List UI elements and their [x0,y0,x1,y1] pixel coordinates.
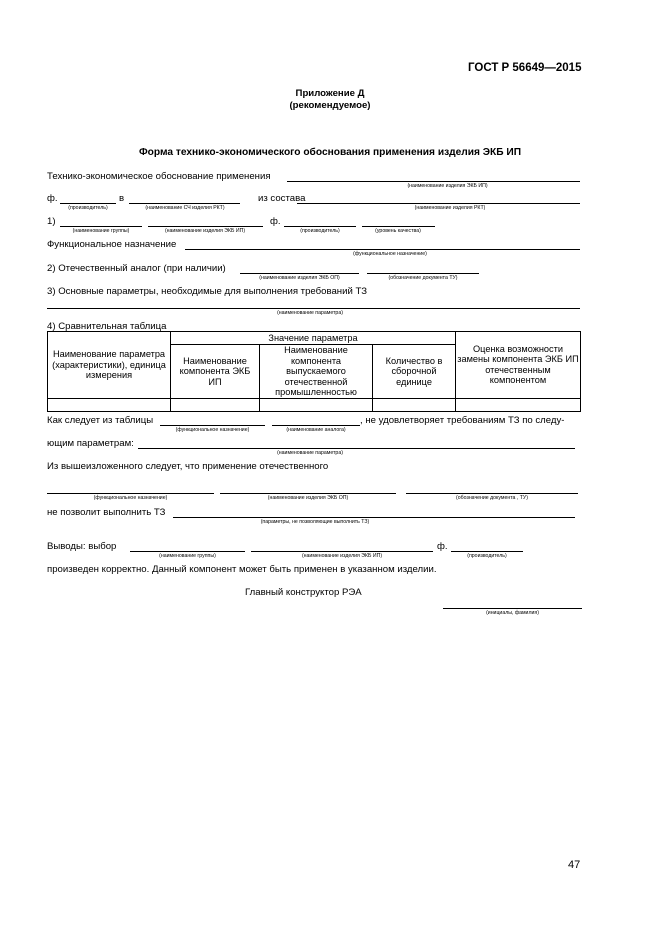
conclusion2-line1[interactable] [47,493,214,494]
row3-line4[interactable] [362,226,435,227]
outputs-line1[interactable] [130,551,245,552]
table-label: 4) Сравнительная таблица [47,321,167,332]
header-replacement-assessment: Оценка возможности замены компонента ЭКБ ИП отечественным компонентом [456,332,581,399]
signature-line[interactable] [443,608,582,609]
row5-label: 2) Отечественный аналог (при наличии) [47,263,226,274]
outputs-caption2: (наименование изделия ЭКБ ИП) [301,553,383,559]
conclusion2-tz-label: не позволит выполнить ТЗ [47,507,166,518]
form-title: Форма технико-экономического обоснования применения изделия ЭКБ ИП [138,147,522,158]
conclusion1-line2-label: ющим параметрам: [47,438,134,449]
row6-line[interactable] [47,308,580,309]
row3-line2[interactable] [148,226,263,227]
conclusion1-params-line[interactable] [138,448,575,449]
signature-role: Главный конструктор РЭА [245,587,362,598]
conclusion2-text: Из вышеизложенного следует, что применение отечественного [47,461,329,472]
conclusion1-start: Как следует из таблицы [47,415,154,426]
row3-caption4: (уровень качества) [375,228,421,234]
conclusion2-caption3: (обозначение документа , ТУ) [456,495,528,501]
row2-f-label: ф. [47,193,58,204]
row3-line1[interactable] [60,226,142,227]
header-domestic-name: Наименование компонента выпускаемого отечественной промышленностью [260,345,373,399]
appendix-subtitle: (рекомендуемое) [289,100,371,111]
row2-v-label: в [119,193,125,204]
conclusion2-caption2: (наименование изделия ЭКБ ОП) [267,495,349,501]
conclusion2-tz-line[interactable] [173,517,575,518]
row2-caption1: (производитель) [68,205,108,211]
outputs-final: произведен корректно. Данный компонент может быть применен в указанном изделии. [47,564,437,575]
row2-caption2: (наименование СЧ изделия РКТ) [145,205,225,211]
conclusion2-caption4: (параметры, не позволяющие выполнить ТЗ) [260,519,370,525]
signature-caption: (инициалы, фамилия) [486,610,539,616]
outputs-line2[interactable] [251,551,433,552]
header-assembly-quantity: Количество в сборочной единице [373,345,456,399]
row3-f-label: ф. [270,216,281,227]
page-number: 47 [568,859,581,871]
row1-label: Технико-экономическое обоснование применения [47,171,271,182]
row5-caption2: (обозначение документа ТУ) [388,275,458,281]
row4-caption: (функциональное назначение) [353,251,427,257]
row6-label: 3) Основные параметры, необходимые для выполнения требований ТЗ [47,286,368,297]
outputs-caption1: (наименование группы) [159,553,216,559]
row2-line3[interactable] [297,203,580,204]
row5-caption1: (наименование изделия ЭКБ ОП) [259,275,340,281]
table-cell[interactable] [456,398,581,411]
outputs-label: Выводы: выбор [47,541,117,552]
outputs-caption3: (производитель) [467,553,507,559]
conclusion2-line3[interactable] [406,493,578,494]
table-cell[interactable] [171,398,260,411]
conclusion1-caption1: (функциональное назначение) [175,427,250,433]
row3-line3[interactable] [284,226,356,227]
row4-line[interactable] [185,249,580,250]
row1-caption: (наименование изделия ЭКБ ИП) [407,183,488,189]
row2-iz-label: из состава [258,193,306,204]
conclusion1-caption3: (наименование параметра) [277,450,343,456]
row3-caption1: (наименование группы) [72,228,130,234]
header-parameter-value: Значение параметра [171,332,456,345]
row4-label: Функциональное назначение [47,239,177,250]
outputs-line3[interactable] [451,551,523,552]
conclusion1-end: , не удовлетворяет требованиям ТЗ по следу- [360,415,565,426]
row3-caption2: (наименование изделия ЭКБ ИП) [164,228,246,234]
conclusion1-line1[interactable] [160,425,265,426]
comparison-table [47,331,581,412]
conclusion2-line2[interactable] [220,493,396,494]
table-cell[interactable] [260,398,373,411]
row3-caption3: (производитель) [300,228,340,234]
row6-caption: (наименование параметра) [277,310,343,316]
row5-line2[interactable] [367,273,479,274]
row2-line2[interactable] [129,203,240,204]
row1-line[interactable] [287,181,580,182]
row3-number: 1) [47,216,56,227]
header-parameter-name: Наименование параметра (характеристики), единица измерения [48,332,171,399]
header-ekb-ip-name: Наименование компонента ЭКБ ИП [171,345,260,399]
standard-number: ГОСТ Р 56649—2015 [468,62,582,74]
conclusion2-caption1: (функциональное назначение) [93,495,168,501]
conclusion1-caption2: (наименование аналога) [286,427,346,433]
appendix-title: Приложение Д [295,88,365,99]
outputs-f-label: ф. [437,541,448,552]
conclusion1-line2[interactable] [272,425,360,426]
row2-line1[interactable] [60,203,116,204]
table-cell[interactable] [48,398,171,411]
row5-line1[interactable] [240,273,359,274]
row2-caption3: (наименование изделия РКТ) [414,205,486,211]
table-cell[interactable] [373,398,456,411]
